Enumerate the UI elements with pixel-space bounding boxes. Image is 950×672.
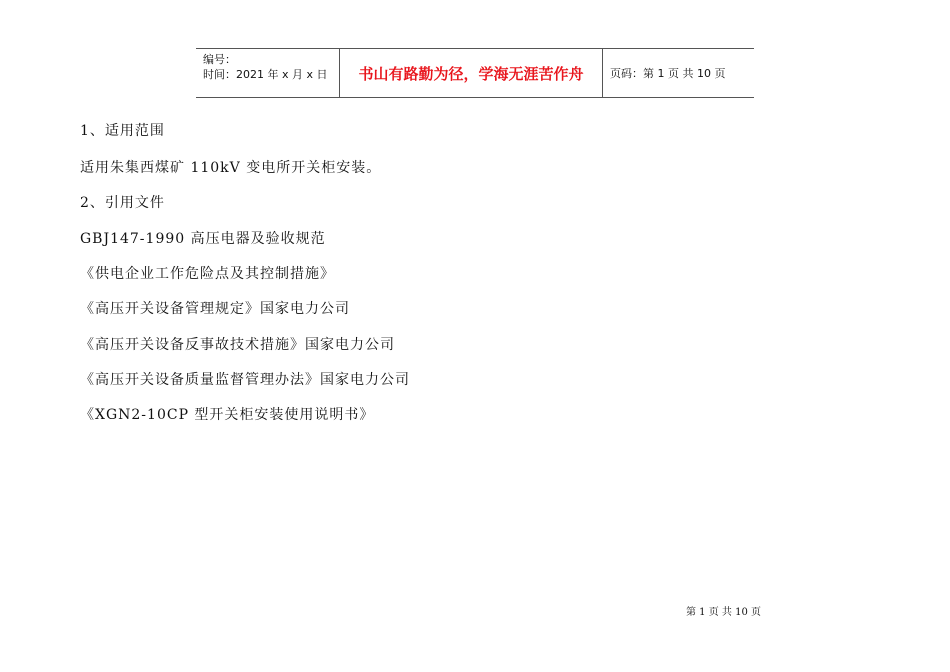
reference-item: 《高压开关设备反事故技术措施》国家电力公司 (80, 337, 395, 353)
header-motto: 书山有路勤为径，学海无涯苦作舟 (339, 49, 603, 97)
document-header (196, 48, 754, 98)
reference-item: 《XGN2-10CP 型开关柜安装使用说明书》 (80, 407, 375, 423)
header-meta (196, 49, 339, 97)
reference-item: GBJ147-1990 高压电器及验收规范 (80, 231, 326, 247)
page-footer: 第 1 页 共 10 页 (686, 607, 761, 618)
reference-item: 《供电企业工作危险点及其控制措施》 (80, 266, 335, 282)
document-number-label: 编号： (203, 53, 236, 66)
section-1-title: 1、适用范围 (80, 123, 165, 139)
header-page-info: 页码：第 1 页 共 10 页 (610, 67, 726, 80)
section-2-title: 2、引用文件 (80, 195, 165, 211)
reference-item: 《高压开关设备管理规定》国家电力公司 (80, 301, 350, 317)
reference-item: 《高压开关设备质量监督管理办法》国家电力公司 (80, 372, 410, 388)
section-1-text: 适用朱集西煤矿 110kV 变电所开关柜安装。 (80, 160, 382, 176)
document-time-label: 时间：2021 年 x 月 x 日 (203, 68, 328, 81)
